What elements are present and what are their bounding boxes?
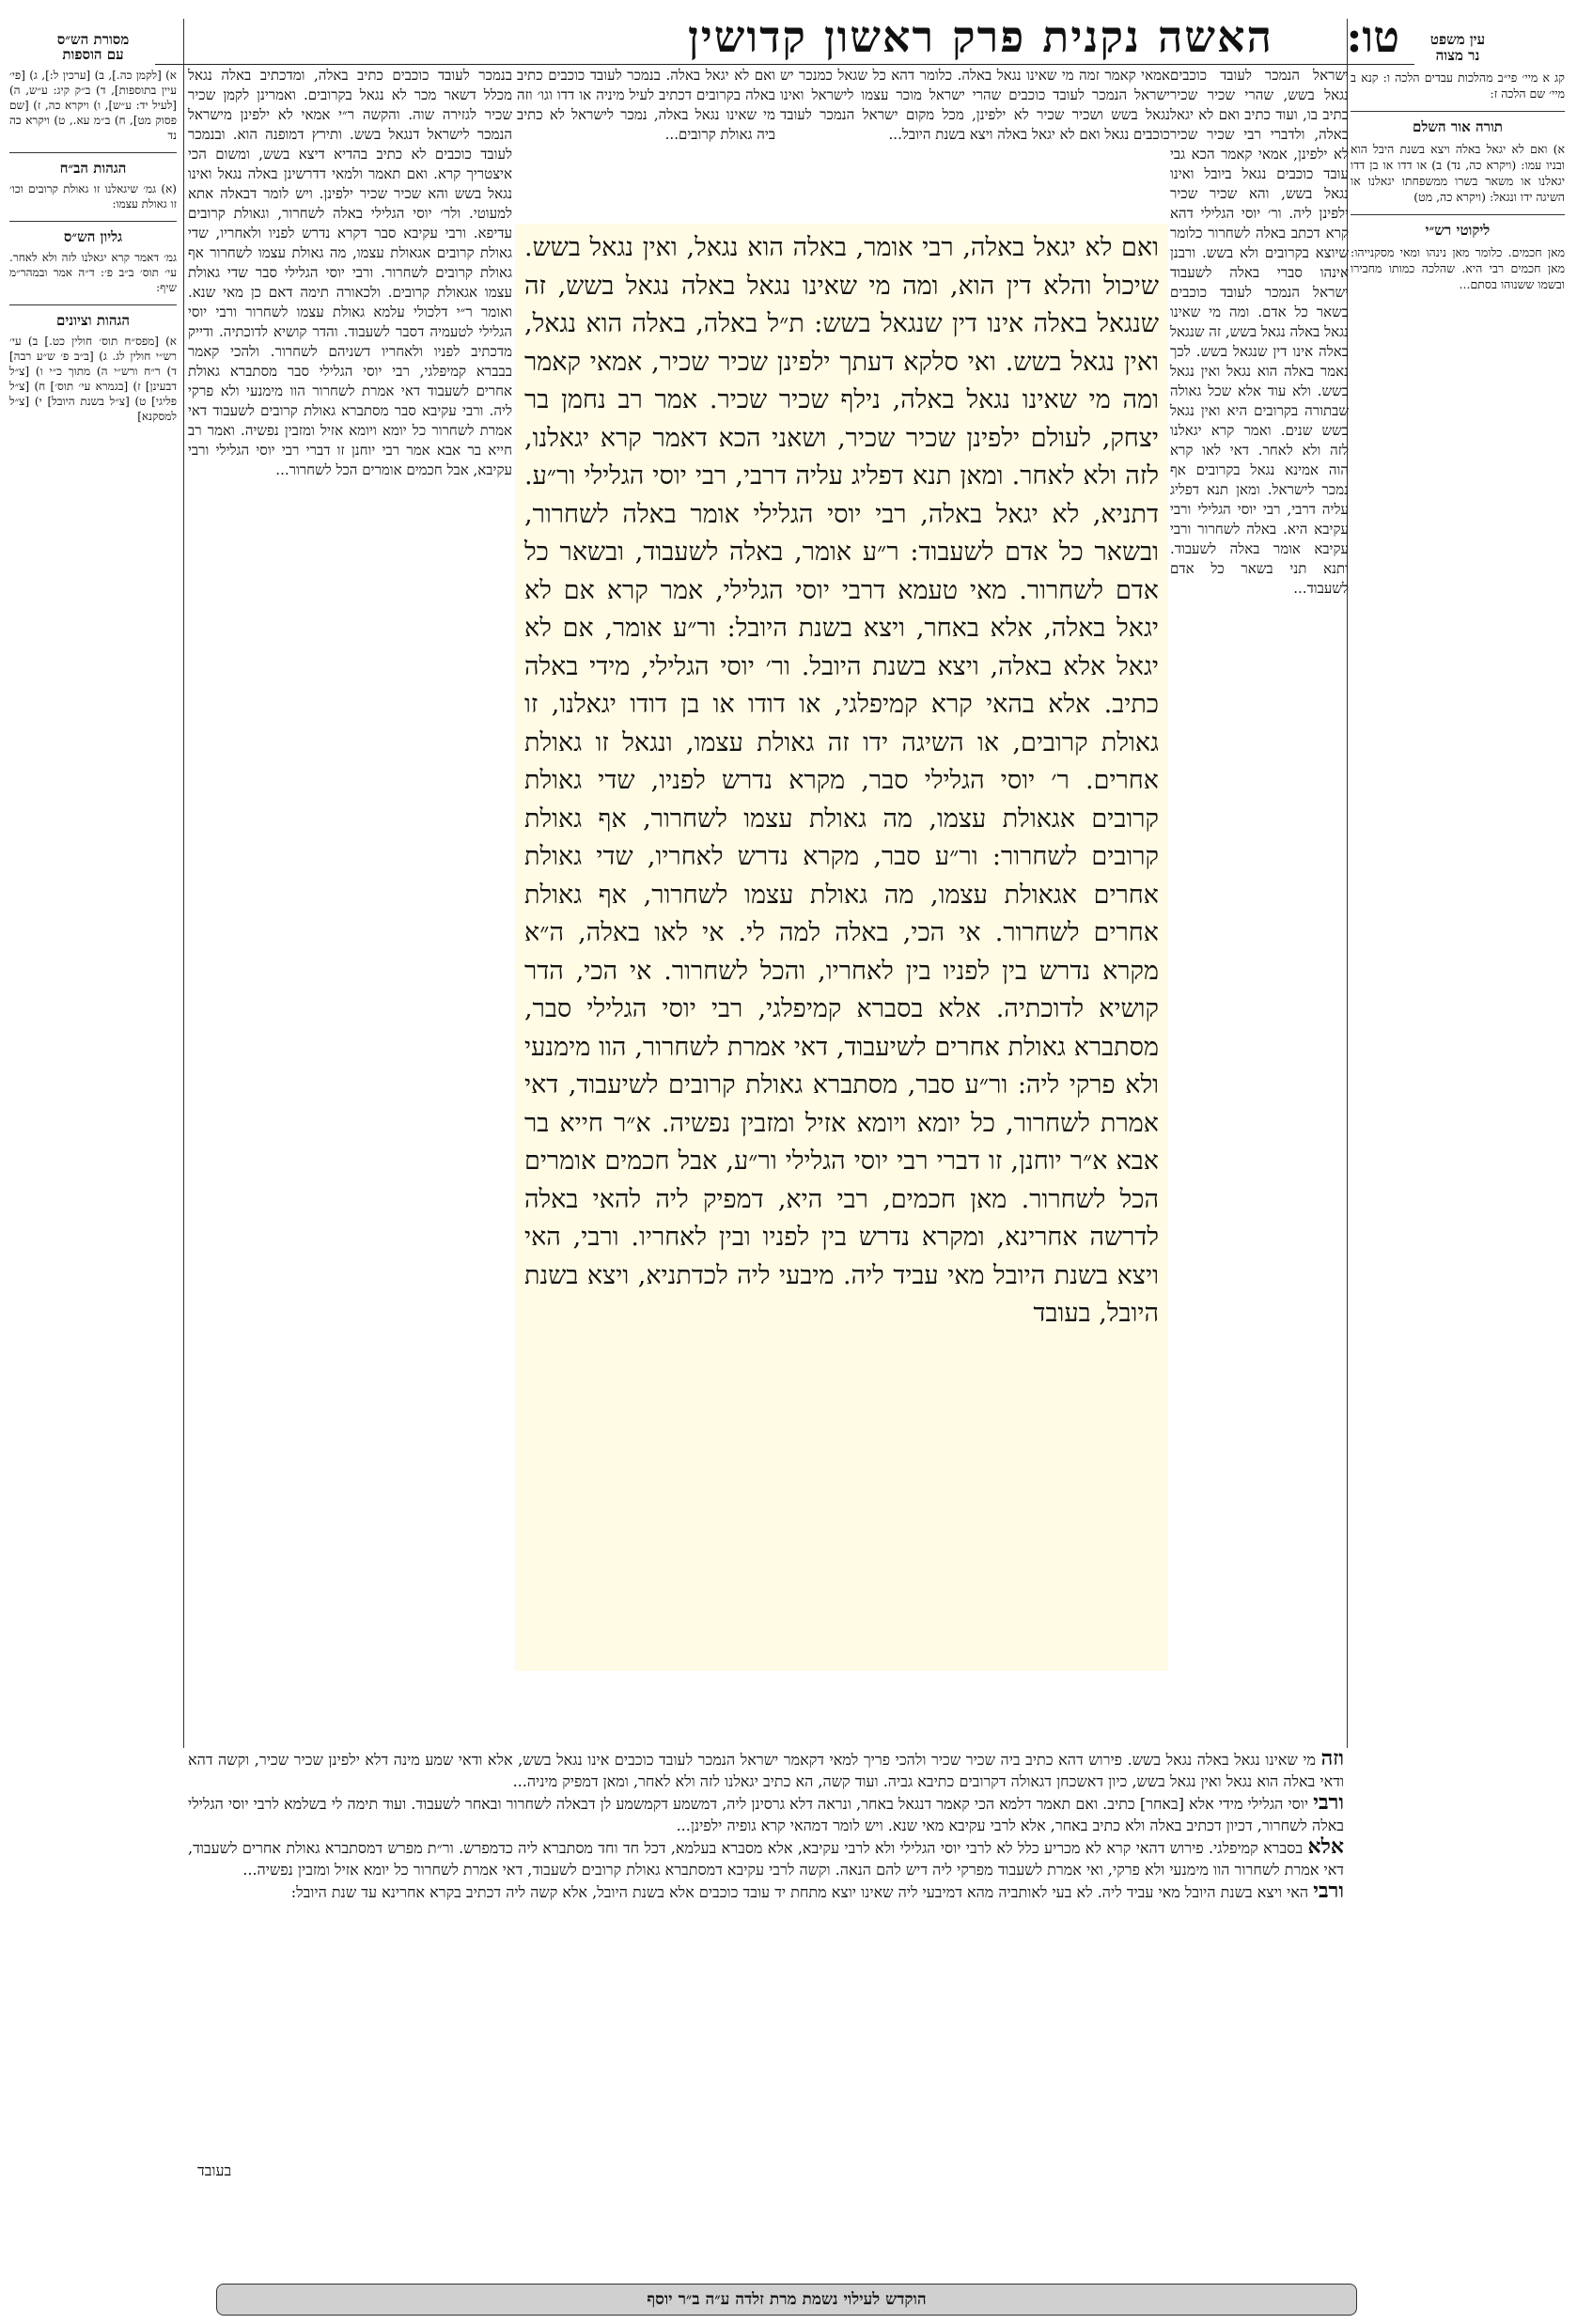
dedication-banner: הוקדש לעילוי נשמת מרת זלדה ע״ה ב״ר יוסף [216,2284,1357,2316]
tosafot-column: בנמכר לעובד כוכבים כתיב באלה, ומדכתיב באלה נגאל מכלל דשאר מכר לא נגאל בקרובים. ואמרינן לקמן שכיר שכיר לגזירה שוה. והקשה ר״י אמאי לא ילפינן מישראל הנמכר לישראל דנגאל בשש. ותירץ דמופנה הוא. ובנמכר לעובד כוכבים לא כתיב בהדיא דיצא בשש, ומשום הכי איצטריך קרא. ואם תאמר ולמאי דדרשינן באלה נגאל ואינו נגאל בשש והא שכיר שכיר ילפינן. ויש לומר דבאלה אתא למעוטי. ולר׳ יוסי הגלילי באלה לשחרור, וגאולת קרובים עדיפא. ורבי עקיבא סבר דקרא נדרש לפניו ולאחריו, שדי גאולת קרובים אגאולת עצמו, מה גאולת עצמו לשחרור אף גאולת קרובים לשחרור. ורבי יוסי הגלילי סבר שדי גאולת עצמו אגאולת קרובים. ולכאורה תימה דאם כן מאי שנא. ואומר ר״י דלכולי עלמא גאולת עצמו לשחרור ורבי יוסי הגלילי לטעמיה דסבר לשעבוד. והדר קושיא לדוכתיה. ודייק מדכתיב לפניו ולאחריו דשניהם לשחרור. ולהכי קאמר בבברא קמיפלגי, רבי יוסי הגלילי סבר מסתברא גאולת אחרים לשעבוד דאי אמרת לשחרור הוו מימנעי ולא פרקי ליה. ורבי עקיבא סבר מסתברא גאולת קרובים לשעבוד דאי אמרת לשחרור כל יומא ויומא אזיל ומזבין נפשיה. ואמר רב חייא בר אבא אמר רבי יוחנן זו דברי רבי יוסי הגלילי ורבי עקיבא, אבל חכמים אומרים הכל לשחרור... [188,67,512,478]
folio-number: טו: [1346,11,1399,62]
catchword: בעובד [197,2161,232,2179]
commentary-text: האי ויצא בשנת היובל מאי עביד ליה. לא בעי לאותביה מהא דמיבעי ליה שאינו יוצא מתחת יד עובד כוכבים אלא בשנת היובל, אלא קשה ליה דכתיב בקרא אחרינא עד שנת היובל: [290,1883,1309,1901]
dibur-hamatchil: ורבי [1313,1879,1344,1903]
page-title: האשה נקנית פרק ראשון קדושין [687,11,1273,62]
column-divider-left [183,19,184,1748]
commentary-text: בסברא קמיפלגי. פירוש דהאי קרא לא מכריע כלל לא לרבי יוסי הגלילי ולא לרבי עקיבא, אלא מסברא בעלמא, דכל חד וחד מסתברא ליה כדמפרש. ור״ת מפרש דמסתברא גאולת אחרים לשעבוד, דאי אמרת לשחרור הוו מימנעי ולא פרקי, ואי אמרת לשעבוד מפרקי ליה דיש להם הנאה. וקשה לרבי עקיבא דמסתברא גאולת קרובים לשעבוד, דאי אמרת לשחרור כל יומא אזיל ומזבין נפשיה... [188,1839,1344,1879]
hagahot-vetziyunim-text: א) [מפס״ח תוס׳ חולין כט.] ב) עי׳ רש״י חולין לג. ג) [ב״ב פ׳ ש״ע רבה] ד) ר״ח ורש״י ה) מתוך כ״י ו) [צ״ל דבעינן] ז) [בגמרא עי׳ תוס׳] ח) [צ״ל פליגי] ט) [צ״ל בשנת היובל] י) [צ״ל למסקנא] [9,335,177,423]
masoret-column [9,28,177,1701]
page-header [155,9,1414,64]
ein-mishpat-text: קג א מיי׳ פי״ב מהלכות עבדים הלכה ו: קנא ב מיי׳ שם הלכה ז: [1351,70,1565,101]
dibur-hamatchil: ורבי [1313,1790,1344,1815]
section-divider [1351,111,1565,112]
ein-mishpat-column [1351,28,1565,470]
section-divider [9,304,177,305]
rashi-column: ישראל הנמכר לעובד כוכבים נגאל בשש, שהרי שכיר שכיר כתיב בו, ועוד כתיב ואם לא יגאל באלה, ולדברי רבי שכיר שכיר לא ילפינן, אמאי קאמר הכא גבי עובד כוכבים נגאל ביובל ואינו נגאל בשש, והא שכיר שכיר ילפינן ליה. ור׳ יוסי הגלילי דהא קרא דכתב באלה לשחרור כלומר שיוצא בקרובים ולא בשש. ורבנן אינהו סברי באלה לשעבוד ישראל הנמכר לעובד כוכבים בשאר כל אדם. ומה מי שאינו נגאל באלה נגאל בשש, זה שנגאל באלה אינו דין שנגאל בשש. לכך נאמר באלה הוא נגאל ואין נגאל בשש. ולא עוד אלא שכל גאולה שבתורה בקרובים היא ואין נגאל בשש שנים. ואמר קרא יגאלנו לזה ולא לאחר. דאי לאו קרא הוה אמינא נגאל בקרובים אף נמכר לישראל. ומאן תנא דפליג עליה דרבי, רבי יוסי הגלילי ורבי עקיבא היא. באלה לשחרור ורבי עקיבא אומר באלה לשעבוד. ותנא תני בשאר כל אדם לשעבוד... [1170,67,1349,597]
hagahot-bach-text: (א) גמ׳ שיגאלנו זו גאולת קרובים וכו׳ זו גאולת עצמו: [9,182,177,211]
section-divider [9,152,177,153]
dibur-hamatchil: וזה [1320,1748,1344,1770]
dibur-hamatchil: אלא [1307,1834,1344,1859]
masoret-text: א) [לקמן כה.], ב) [ערכין ל:], ג) [פי׳ עיין בתוספות], ד) ב״ק קיג: ע״ש, ה) [לעיל יד: ע״ש], ו) ויקרא כה, ז) [שם פסוק מט], ח) ב״מ עא., ט) ויקרא כה נד [9,69,177,142]
likutei-rashi-heading: ליקוטי רש״י [1425,222,1491,239]
masoret-heading: מסורת הש״ס עם הוספות [56,31,130,63]
torah-or-text: א) ואם לא יגאל באלה ויצא בשנת היבל הוא ובניו עמו: (ויקרא כה, נד) ב) או דדו או בן דדו יגאלנו או משאר בשרו ממשפחתו יגאלנו או השיגה ידו ונגאל: (ויקרא כה, מט) [1351,142,1565,204]
header-divider [155,64,1414,65]
section-divider [9,221,177,222]
hagahot-bach-heading: הגהות הב״ח [59,160,127,177]
gilyon-text: גמ׳ דאמר קרא יגאלנו לזה ולא לאחר. עי׳ תוס׳ ב״ב פ׳: ד״ה אמר ובמהר״מ שיף: [9,251,177,294]
bottom-commentary [188,1748,1344,2049]
gemara-text: ואם לא יגאל באלה, רבי אומר, באלה הוא נגאל, ואין נגאל בשש. שיכול והלא דין הוא, ומה מי שאינו נגאל באלה נגאל בשש, זה שנגאל באלה אינו דין שנגאל בשש: ת״ל באלה, באלה הוא נגאל, ואין נגאל בשש. ואי סלקא דעתך ילפינן שכיר שכיר, אמאי קאמר ומה מי שאינו נגאל באלה, נילף שכיר שכיר. אמר רב נחמן בר יצחק, לעולם ילפינן שכיר שכיר, ושאני הכא דאמר קרא יגאלנו, לזה ולא לאחר. ומאן תנא דפליג עליה דרבי, רבי יוסי הגלילי ור״ע. דתניא, לא יגאל באלה, רבי יוסי הגלילי אומר באלה לשחרור, ובשאר כל אדם לשעבוד: ר״ע אומר, באלה לשעבוד, ובשאר כל אדם לשחרור. מאי טעמא דרבי יוסי הגלילי, אמר קרא אם לא יגאל באלה, אלא באחר, ויצא בשנת היובל: ור״ע אומר, אם לא יגאל אלא באלה, ויצא בשנת היובל. ור׳ יוסי הגלילי, מידי באלה כתיב. אלא בהאי קרא קמיפלגי, או דודו או בן דודו יגאלנו, זו גאולת קרובים, או השיגה ידו זה גאולת עצמו, ונגאל זו גאולת אחרים. ר׳ יוסי הגלילי סבר, מקרא נדרש לפניו, שדי גאולת קרובים אגאולת עצמו, מה גאולת עצמו לשחרור, אף גאולת קרובים לשחרור: ור״ע סבר, מקרא נדרש לאחריו, שדי גאולת אחרים אגאולת עצמו, מה גאולת עצמו לשחרור, אף גאולת אחרים לשחרור. אי הכי, באלה למה לי. אי לאו באלה, ה״א מקרא נדרש בין לפניו בין לאחריו, והכל לשחרור. אי הכי, הדר קושיא לדוכתיה. אלא בסברא קמיפלגי, רבי יוסי הגלילי סבר, מסתברא גאולת אחרים לשיעבוד, דאי אמרת לשחרור, הוו מימנעי ולא פרקי ליה: ור״ע סבר, מסתברא גאולת קרובים לשיעבוד, דאי אמרת לשחרור, כל יומא ויומא אזיל ומזבין נפשיה. א״ר חייא בר אבא א״ר יוחנן, זו דברי רבי יוסי הגלילי ור״ע, אבל חכמים אומרים הכל לשחרור. מאן חכמים, רבי היא, דמפיק ליה להאי באלה לדרשה אחרינא, ומקרא נדרש בין לפניו ובין לאחריו. ורבי, האי ויצא בשנת היובל מאי עביד ליה. מיבעי ליה לכדתניא, ויצא בשנת היובל, בעובד [515,224,1168,1671]
likutei-rashi-text: מאן חכמים. כלומר מאן נינהו ומאי מסקנייהו: מאן חכמים רבי היא. שהלכה כמותו מחבירו ובשמו ששנוהו בסתם... [1351,245,1565,291]
commentary-text: מי שאינו נגאל באלה נגאל בשש. פירוש דהא כתיב ביה שכיר שכיר ולהכי פריך למאי דקאמר ישראל הנמכר לעובד כוכבים אינו נגאל בשש, אלא ודאי שמע מינה דלא ילפינן שכיר שכיר, וקשה דהא ודאי באלה הוא נגאל ואין נגאל בשש, כיון דאשכחן דגאולה דקרובים כתיבא גביה. ועוד קשה, הא כתיב יגאלנו לזה ולא לאחר, ומאן דמפיק מיניה... [188,1751,1344,1790]
hagahot-vetziyunim-heading: הגהות וציונים [55,312,131,329]
rashi-top-block: אמאי קאמר זמה מי שאינו נגאל באלה. כלומר דהא כל שגאל כמנכר יש ישראל הנמכר לעובד כוכבים שהרי ישראל מוכר עצמו לישראל ואינו נגאל בשש ושכיר שכיר לא ילפינן, מכל מקום ישראל הנמכר לעובד כוכבים נגאל ואם לא יגאל באלה ויצא בשנת היובל... [780,67,1170,143]
ein-mishpat-heading: עין משפט נר מצוה [1429,31,1486,64]
tosafot-top-block: ואם לא יגאל באלה. בנמכר לעובד כוכבים כתיב באלה בקרובים דכתיב לעיל מיניה או דדו וגו׳ וזה מי שאינו נגאל באלה, נמכר לישראל לא כתיב ביה גאולת קרובים... [517,67,775,143]
torah-or-heading: תורה אור השלם [1413,118,1503,135]
gilyon-heading: גליון הש״ס [63,228,123,245]
commentary-text: יוסי הגלילי מידי אלא [באחר] כתיב. ואם תאמר דלמא הכי קאמר דנגאל באחר, ונראה דלא גרסינן ליה, דמשמע דקמשמע לן דבאלה לשחרור ובאחר לשעבוד. ועוד תימה לי בשלמא לרבי יוסי הגלילי באלה לשחרור, דכיון דכתיב באלה ולא כתיב באחר, אלא לרבי עקיבא מאי שנא. ויש לומר דמהאי קרא גופיה ילפינן... [188,1795,1344,1834]
section-divider [1351,214,1565,215]
